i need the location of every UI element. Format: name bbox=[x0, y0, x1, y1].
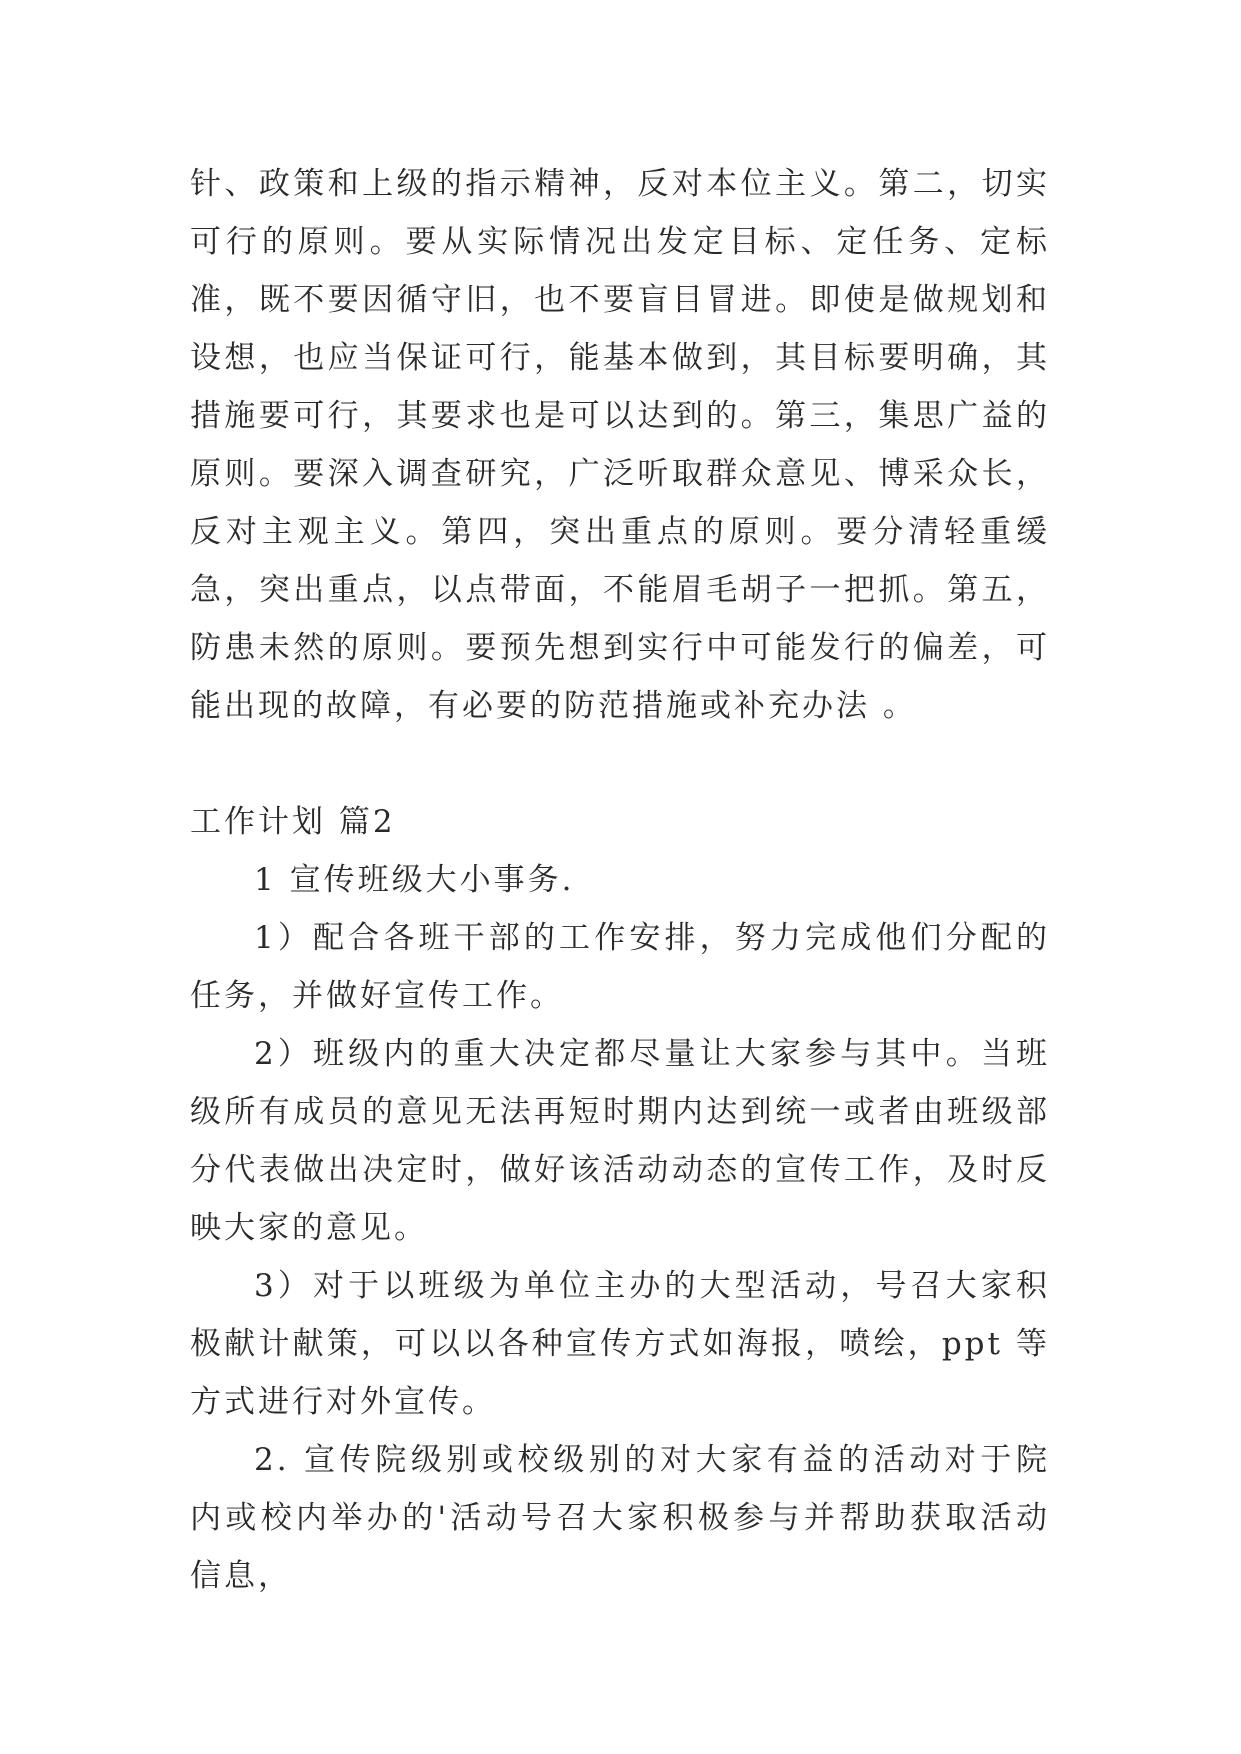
section-paragraph-4: 3）对于以班级为单位主办的大型活动，号召大家积极献计献策，可以以各种宣传方式如海报，喷绘，ppt 等方式进行对外宣传。 bbox=[190, 1268, 1050, 1420]
intro-paragraph: 针、政策和上级的指示精神，反对本位主义。第二，切实可行的原则。要从实际情况出发定目标、定任务、定标准，既不要因循守旧，也不要盲目冒进。即使是做规划和设想，也应当保证可行，能基本做到，其目标要明确，其措施要可行，其要求也是可以达到的。第三，集思广益的原则。要深入调查研究，广泛听取群众意见、博采众长，反对主观主义。第四，突出重点的原则。要分清轻重缓急，突出重点，以点带面，不能眉毛胡子一把抓。第五，防患未然的原则。要预先想到实行中可能发行的偏差，可能出现的故障，有必要的防范措施或补充办法 。 bbox=[190, 166, 1050, 724]
section-paragraph-5: 2. 宣传院级别或校级别的对大家有益的活动对于院内或校内举办的'活动号召大家积极参与并帮助获取活动信息， bbox=[190, 1442, 1050, 1594]
section-paragraph-2: 1）配合各班干部的工作安排，努力完成他们分配的任务，并做好宣传工作。 bbox=[190, 920, 1050, 1014]
section-paragraph-3: 2）班级内的重大决定都尽量让大家参与其中。当班级所有成员的意见无法再短时期内达到统一或者由班级部分代表做出决定时，做好该活动动态的宣传工作，及时反映大家的意见。 bbox=[190, 1036, 1050, 1246]
section-paragraph-1: 1 宣传班级大小事务. bbox=[254, 862, 575, 898]
section-heading: 工作计划 篇2 bbox=[190, 804, 396, 840]
document-body bbox=[190, 155, 1050, 1605]
